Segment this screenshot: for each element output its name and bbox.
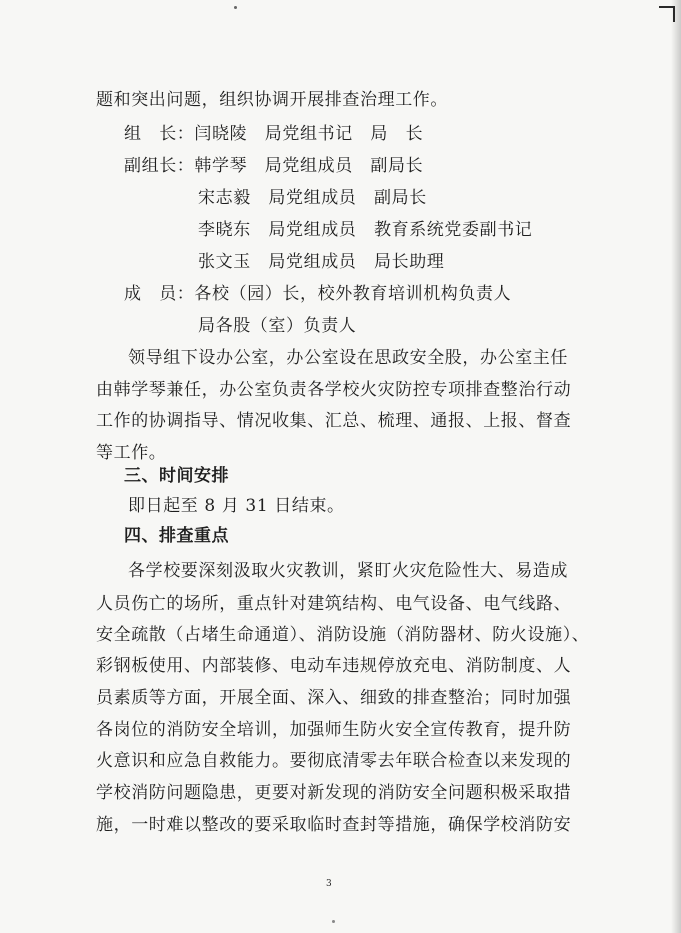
section-heading-inspection-focus: 四、排查重点 bbox=[124, 526, 229, 546]
members-line-1: 成 员：各校（园）长，校外教育培训机构负责人 bbox=[124, 284, 512, 304]
focus-paragraph-line-8: 学校消防问题隐患，更要对新发现的消防安全问题积极采取措 bbox=[96, 783, 572, 803]
office-paragraph-line-2: 由韩学琴兼任，办公室负责各学校火灾防控专项排查整治行动 bbox=[96, 380, 572, 400]
deputy-leader-line-1: 副组长：韩学琴 局党组成员 副局长 bbox=[124, 156, 424, 176]
focus-paragraph-line-7: 火意识和应急自救能力。要彻底清零去年联合检查以来发现的 bbox=[96, 751, 572, 771]
deputy-leader-line-3: 李晓东 局党组成员 教育系统党委副书记 bbox=[198, 220, 533, 240]
scan-speck bbox=[234, 6, 237, 9]
focus-paragraph-line-1: 各学校要深刻汲取火灾教训，紧盯火灾危险性大、易造成 bbox=[128, 561, 568, 581]
office-paragraph-line-1: 领导组下设办公室，办公室设在思政安全股，办公室主任 bbox=[128, 348, 568, 368]
deputy-leader-line-4: 张文玉 局党组成员 局长助理 bbox=[198, 252, 445, 272]
body-line-1: 题和突出问题，组织协调开展排查治理工作。 bbox=[96, 90, 448, 110]
bottom-scan-speck bbox=[332, 920, 335, 923]
scan-edge-shadow bbox=[671, 0, 681, 933]
focus-paragraph-line-3: 安全疏散（占堵生命通道）、消防设施（消防器材、防火设施）、 bbox=[96, 625, 590, 645]
members-line-2: 局各股（室）负责人 bbox=[198, 316, 357, 336]
page-number: 3 bbox=[326, 879, 332, 889]
leader-line: 组 长：闫晓陵 局党组书记 局 长 bbox=[124, 124, 424, 144]
office-paragraph-line-3: 工作的协调指导、情况收集、汇总、梳理、通报、上报、督查 bbox=[96, 411, 572, 431]
office-paragraph-line-4: 等工作。 bbox=[96, 443, 167, 463]
section-heading-time-arrangement: 三、时间安排 bbox=[124, 466, 229, 486]
focus-paragraph-line-6: 各岗位的消防安全培训，加强师生防火安全宣传教育，提升防 bbox=[96, 720, 572, 740]
focus-paragraph-line-4: 彩钢板使用、内部装修、电动车违规停放充电、消防制度、人 bbox=[96, 656, 572, 676]
focus-paragraph-line-9: 施，一时难以整改的要采取临时查封等措施，确保学校消防安 bbox=[96, 815, 572, 835]
focus-paragraph-line-2: 人员伤亡的场所，重点针对建筑结构、电气设备、电气线路、 bbox=[96, 594, 572, 614]
deputy-leader-line-2: 宋志毅 局党组成员 副局长 bbox=[198, 188, 427, 208]
time-arrangement-text: 即日起至 8 月 31 日结束。 bbox=[128, 496, 345, 516]
focus-paragraph-line-5: 员素质等方面，开展全面、深入、细致的排查整治；同时加强 bbox=[96, 688, 572, 708]
